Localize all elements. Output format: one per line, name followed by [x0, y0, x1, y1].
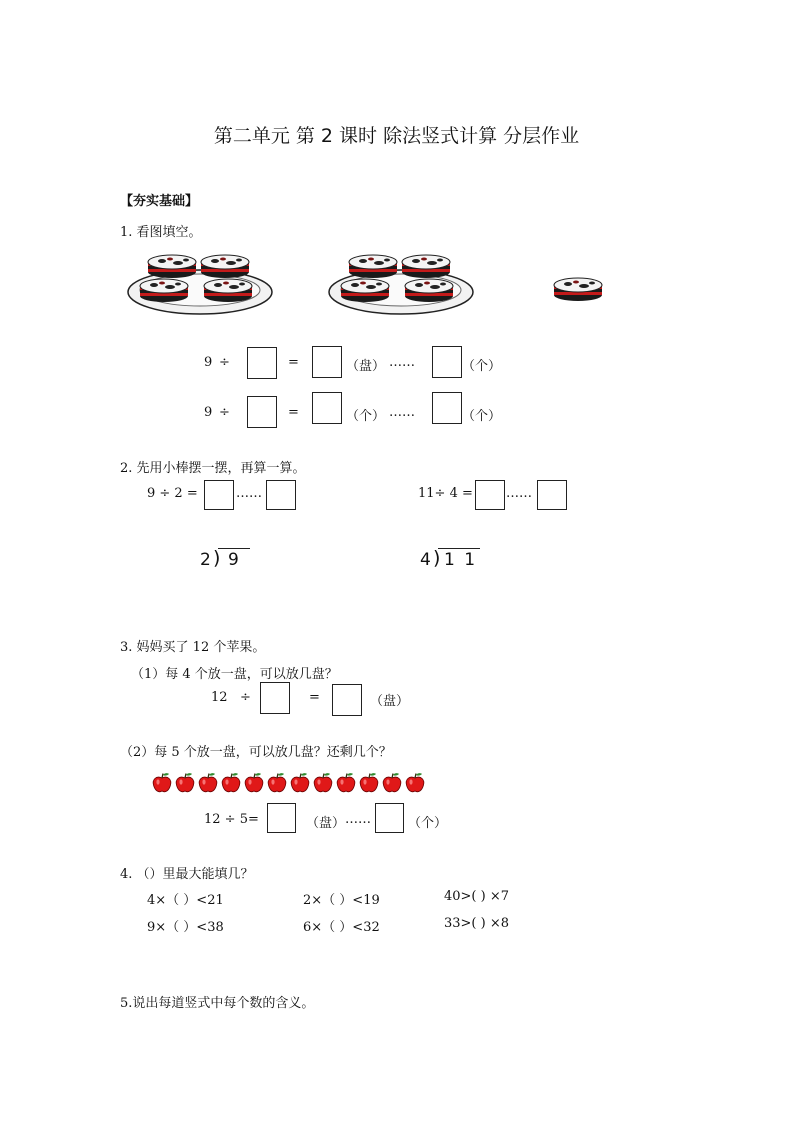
answer-box[interactable] — [247, 347, 277, 379]
q4-item[interactable]: 40>( ) ×7 — [444, 889, 510, 904]
q2-left-dots: …… — [236, 486, 262, 501]
q3-sub2-unit1: （盘） — [306, 816, 346, 831]
ld2-bar — [438, 548, 480, 549]
q1-row1-eq: = — [288, 355, 299, 370]
apple-icon — [382, 772, 402, 794]
q1-row2-dividend: 9 — [204, 405, 213, 420]
answer-box[interactable] — [475, 480, 505, 510]
ld1-bracket: ) — [213, 547, 221, 569]
q3-sub2-dots: …… — [345, 812, 371, 827]
q1-row1-dividend: 9 — [204, 355, 213, 370]
answer-box[interactable] — [312, 392, 342, 424]
q1-prompt: 1. 看图填空。 — [120, 225, 202, 240]
apple-icon — [290, 772, 310, 794]
q3-sub2-unit2: （个） — [408, 816, 448, 831]
q4-item[interactable]: 6×（ ）<32 — [303, 920, 380, 935]
q3-sub1-eq: = — [309, 690, 320, 705]
answer-box[interactable] — [247, 396, 277, 428]
single-cake-image — [552, 271, 604, 305]
q1-row2-div-sign: ÷ — [219, 405, 230, 420]
answer-box[interactable] — [204, 480, 234, 510]
ld1-dividend: 9 — [228, 550, 239, 570]
q3-sub1-num: 12 — [211, 690, 228, 705]
plate-with-cakes-image — [325, 248, 477, 320]
q1-row1-div-sign: ÷ — [219, 355, 230, 370]
ld1-divisor: 2 — [200, 550, 211, 570]
q1-row2-unit1: （个） — [346, 409, 386, 424]
q3-sub1-div: ÷ — [240, 690, 251, 705]
q1-row2-unit2: （个） — [462, 409, 502, 424]
apple-icon — [244, 772, 264, 794]
q1-row1-unit2: （个） — [462, 359, 502, 374]
long-division-2 — [420, 547, 490, 574]
plate-with-cakes-image — [124, 248, 276, 320]
q3-sub1: （1）每 4 个放一盘，可以放几盘？ — [131, 667, 338, 682]
answer-box[interactable] — [266, 480, 296, 510]
answer-box[interactable] — [267, 803, 296, 833]
ld2-dividend: 1 1 — [444, 550, 478, 570]
answer-box[interactable] — [312, 346, 342, 378]
q1-row2-eq: = — [288, 405, 299, 420]
apple-icon — [152, 772, 172, 794]
ld2-divisor: 4 — [420, 550, 431, 570]
q2-left-equation: 9 ÷ 2 = — [147, 486, 198, 501]
apple-icon — [175, 772, 195, 794]
q3-prompt: 3. 妈妈买了 12 个苹果。 — [120, 640, 266, 655]
q3-sub2-equation: 12 ÷ 5= — [204, 812, 259, 827]
q5-prompt: 5.说出每道竖式中每个数的含义。 — [120, 996, 315, 1011]
answer-box[interactable] — [432, 392, 462, 424]
answer-box[interactable] — [537, 480, 567, 510]
q3-sub2: （2）每 5 个放一盘，可以放几盘？还剩几个？ — [120, 745, 392, 760]
q4-prompt: 4. （）里最大能填几？ — [120, 867, 254, 882]
apple-icon — [313, 772, 333, 794]
q1-row1-dots: …… — [389, 355, 415, 370]
ld1-bar — [218, 548, 250, 549]
answer-box[interactable] — [432, 346, 462, 378]
q3-sub1-unit: （盘） — [370, 694, 410, 709]
answer-box[interactable] — [260, 682, 290, 714]
apple-icon — [336, 772, 356, 794]
apple-icon — [198, 772, 218, 794]
q4-item[interactable]: 33>( ) ×8 — [444, 916, 510, 931]
section-heading: 【夯实基础】 — [120, 194, 199, 209]
q4-item[interactable]: 9×（ ）<38 — [147, 920, 224, 935]
ld2-bracket: ) — [433, 547, 441, 569]
answer-box[interactable] — [332, 684, 362, 716]
q1-row1-unit1: （盘） — [346, 359, 386, 374]
apples-row — [152, 772, 432, 794]
apple-icon — [267, 772, 287, 794]
q1-row2-dots: …… — [389, 405, 415, 420]
q2-right-dots: …… — [506, 486, 532, 501]
q2-right-equation: 11÷ 4 = — [418, 486, 473, 501]
apple-icon — [221, 772, 241, 794]
q4-item[interactable]: 4×（ ）<21 — [147, 893, 224, 908]
apple-icon — [359, 772, 379, 794]
page-title: 第二单元 第 2 课时 除法竖式计算 分层作业 — [213, 125, 580, 147]
q4-item[interactable]: 2×（ ）<19 — [303, 893, 380, 908]
q2-prompt: 2. 先用小棒摆一摆，再算一算。 — [120, 461, 306, 476]
apple-icon — [405, 772, 425, 794]
answer-box[interactable] — [375, 803, 404, 833]
long-division-1 — [200, 547, 260, 574]
